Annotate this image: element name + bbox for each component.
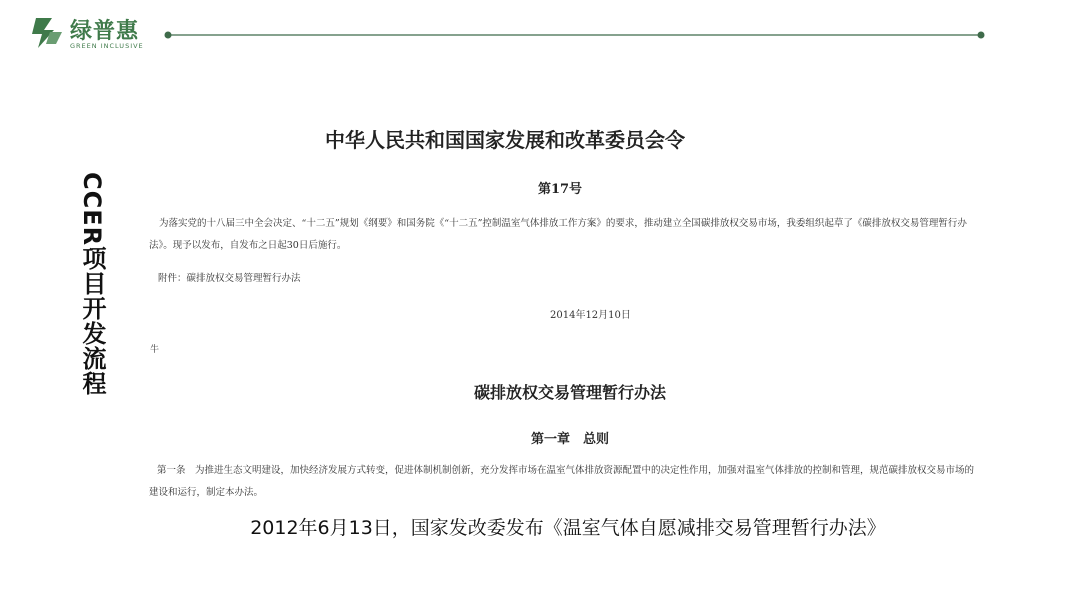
article-one: 第一条 为推进生态文明建设，加快经济发展方式转变，促进体制机制创新，充分发挥市场在温室气体排放资源配置中的决定性作用，加强对温室气体排放的控制和管理，规范碳排放权交易市场的建设和运行，制定本办法。 [149, 465, 975, 498]
issue-date: 2014年12月10日 [550, 310, 631, 321]
leaf-logo-icon [30, 14, 64, 50]
law-title: 碳排放权交易管理暂行办法 [473, 383, 666, 402]
issuer-title: 中华人民共和国国家发展和改革委员会令 [325, 128, 685, 152]
attachment-line: 附件：碳排放权交易管理暂行办法 [158, 273, 301, 284]
document-scan [145, 110, 985, 498]
section-title: CCER项目开发流程 [78, 172, 106, 397]
chapter-heading: 第一章 总则 [530, 432, 609, 447]
decree-paragraph: 为落实党的十八届三中全会决定、“十二五”规划《纲要》和国务院《“十二五”控制温室气体排放工作方案》的要求，推动建立全国碳排放权交易市场，我委组织起草了《碳排放权交易管理暂行办法》。现予以发布，自发布之日起30日后施行。 [149, 218, 967, 251]
brand-logo [30, 14, 160, 54]
decree-number: 第17号 [537, 182, 583, 197]
stray-mark: 牛 [150, 345, 160, 355]
slide-caption: 2012年6月13日，国家发改委发布《温室气体自愿减排交易管理暂行办法》 [250, 517, 886, 539]
header-divider [164, 30, 986, 40]
brand-name-cn: 绿普惠 [70, 19, 140, 44]
brand-name-en: GREEN INCLUSIVE [70, 42, 144, 50]
